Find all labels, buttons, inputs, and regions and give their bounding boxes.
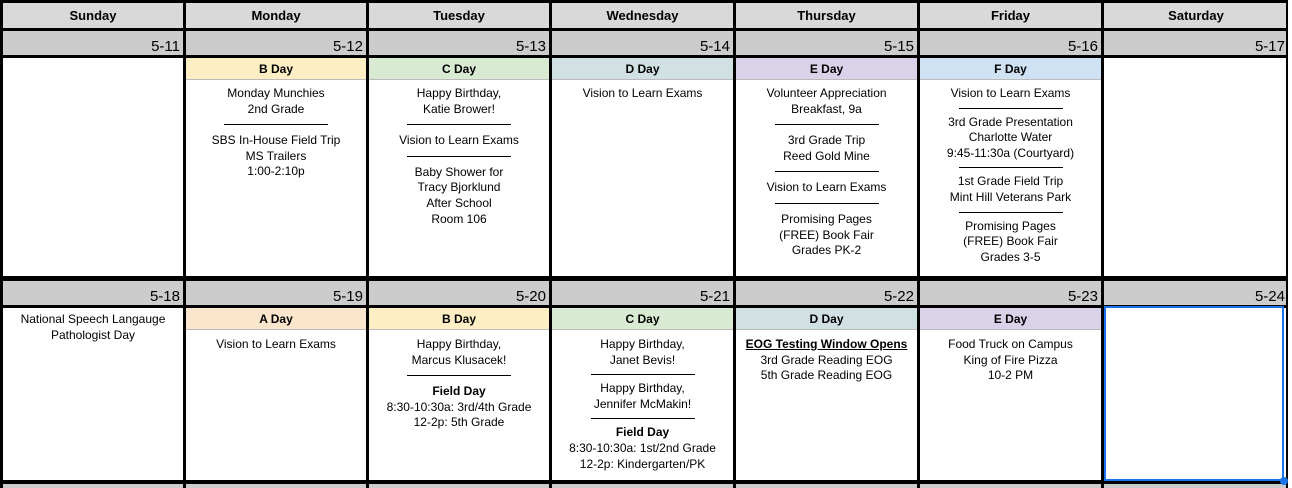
- event-line: King of Fire Pizza: [963, 352, 1058, 367]
- event-line: 12-2p: Kindergarten/PK: [579, 456, 706, 471]
- date-cell-5-17[interactable]: 5-17: [1104, 31, 1288, 55]
- date-cell-5-21[interactable]: 5-21: [552, 281, 733, 305]
- event-line: 3rd Grade Trip: [787, 133, 866, 148]
- grid-line: [0, 276, 1288, 281]
- separator: [959, 108, 1063, 109]
- event-line: (FREE) Book Fair: [963, 234, 1058, 249]
- event-line: Mint Hill Veterans Park: [949, 189, 1072, 204]
- grid-line: [0, 28, 1288, 31]
- event-line: Tracy Bjorklund: [417, 180, 501, 195]
- event-cell-5-22[interactable]: [736, 333, 917, 480]
- date-cell-5-14[interactable]: 5-14: [552, 31, 733, 55]
- event-line: 10-2 PM: [987, 368, 1034, 383]
- event-cell-5-16[interactable]: [920, 82, 1101, 276]
- event-cell-5-15[interactable]: [736, 82, 917, 276]
- event-cell-5-11[interactable]: [3, 80, 183, 276]
- event-line: (FREE) Book Fair: [779, 227, 874, 242]
- event-line: Vision to Learn Exams: [399, 133, 519, 148]
- event-line: Promising Pages: [965, 218, 1056, 233]
- separator: [775, 171, 879, 172]
- grid-line: [917, 0, 920, 488]
- event-line: Vision to Learn Exams: [582, 86, 703, 100]
- separator: [959, 212, 1063, 213]
- event-line: Janet Bevis!: [609, 352, 676, 367]
- event-cell-5-13[interactable]: [369, 82, 549, 276]
- event-line: National Speech Langauge: [20, 312, 166, 326]
- grid-line: [0, 55, 1288, 58]
- rotation-badge-5-14[interactable]: D Day: [552, 58, 733, 79]
- header-thursday[interactable]: Thursday: [736, 3, 917, 28]
- event-line: 9:45-11:30a (Courtyard): [946, 145, 1075, 160]
- event-line: After School: [426, 195, 492, 210]
- event-line: Monday Munchies: [227, 86, 325, 100]
- event-cell-5-19[interactable]: [186, 333, 366, 480]
- event-cell-5-14[interactable]: [552, 82, 733, 276]
- event-line: 12-2p: 5th Grade: [413, 415, 505, 430]
- event-line: MS Trailers: [245, 148, 307, 163]
- separator: [407, 375, 511, 376]
- grid-line: [0, 0, 3, 488]
- separator: [775, 203, 879, 204]
- event-line: Happy Birthday,: [600, 381, 685, 396]
- event-line: Volunteer Appreciation: [766, 86, 887, 100]
- cell-selection[interactable]: [1104, 306, 1284, 481]
- next-week-date-row: [0, 484, 1288, 488]
- event-line: Jennifer McMakin!: [593, 396, 692, 411]
- rotation-badge-5-20[interactable]: B Day: [369, 308, 549, 329]
- event-line: Marcus Klusacek!: [411, 352, 507, 367]
- event-cell-5-12[interactable]: [186, 82, 366, 276]
- grid-line: [366, 0, 369, 488]
- event-line: Katie Brower!: [422, 101, 496, 116]
- date-cell-5-24[interactable]: 5-24: [1104, 281, 1288, 305]
- event-line: Charlotte Water: [968, 130, 1053, 145]
- date-cell-5-11[interactable]: 5-11: [3, 31, 183, 55]
- date-cell-5-18[interactable]: 5-18: [3, 281, 183, 305]
- date-cell-5-13[interactable]: 5-13: [369, 31, 549, 55]
- event-line: 8:30-10:30a: 3rd/4th Grade: [386, 399, 532, 414]
- event-line: 3rd Grade Presentation: [948, 114, 1073, 129]
- event-cell-5-21[interactable]: [552, 333, 733, 480]
- event-line: Vision to Learn Exams: [950, 86, 1071, 100]
- date-cell-5-16[interactable]: 5-16: [920, 31, 1101, 55]
- event-line: Promising Pages: [781, 211, 872, 226]
- header-monday[interactable]: Monday: [186, 3, 366, 28]
- event-cell-5-17[interactable]: [1104, 58, 1288, 276]
- event-cell-5-23[interactable]: [920, 333, 1101, 480]
- header-saturday[interactable]: Saturday: [1104, 3, 1288, 28]
- rotation-badge-5-21[interactable]: C Day: [552, 308, 733, 329]
- grid-line: [733, 0, 736, 488]
- separator: [224, 124, 328, 125]
- header-friday[interactable]: Friday: [920, 3, 1101, 28]
- event-line: Happy Birthday,: [600, 337, 685, 351]
- date-cell-5-23[interactable]: 5-23: [920, 281, 1101, 305]
- event-line: 2nd Grade: [247, 101, 305, 116]
- grid-line: [186, 329, 1101, 330]
- event-line: 5th Grade Reading EOG: [760, 368, 893, 383]
- header-sunday[interactable]: Sunday: [3, 3, 183, 28]
- grid-line: [183, 0, 186, 488]
- separator: [591, 374, 695, 375]
- header-tuesday[interactable]: Tuesday: [369, 3, 549, 28]
- event-line: Food Truck on Campus: [948, 337, 1073, 351]
- rotation-badge-5-15[interactable]: E Day: [736, 58, 917, 79]
- date-cell-5-20[interactable]: 5-20: [369, 281, 549, 305]
- event-line: Field Day: [432, 384, 486, 399]
- event-line: SBS In-House Field Trip: [211, 133, 341, 148]
- event-line: 8:30-10:30a: 1st/2nd Grade: [569, 440, 716, 455]
- grid-line: [0, 0, 1288, 3]
- header-wednesday[interactable]: Wednesday: [552, 3, 733, 28]
- event-line: 1st Grade Field Trip: [957, 174, 1064, 189]
- grid-line: [0, 305, 1288, 308]
- event-line: 1:00-2:10p: [247, 164, 305, 179]
- event-cell-5-18[interactable]: [3, 308, 183, 480]
- rotation-badge-5-12[interactable]: B Day: [186, 58, 366, 79]
- separator: [959, 167, 1063, 168]
- rotation-badge-5-16[interactable]: F Day: [920, 58, 1101, 79]
- separator: [407, 156, 511, 157]
- event-line: Happy Birthday,: [416, 86, 502, 100]
- event-line: 3rd Grade Reading EOG: [760, 352, 893, 367]
- event-line: Room 106: [431, 211, 487, 226]
- rotation-badge-5-23[interactable]: E Day: [920, 308, 1101, 329]
- event-line: EOG Testing Window Opens: [745, 337, 908, 351]
- separator: [591, 418, 695, 419]
- date-cell-5-15[interactable]: 5-15: [736, 31, 917, 55]
- event-line: Happy Birthday,: [416, 337, 502, 351]
- event-line: Reed Gold Mine: [783, 148, 870, 163]
- event-line: Vision to Learn Exams: [216, 337, 336, 351]
- grid-line: [186, 79, 1101, 80]
- event-line: Breakfast, 9a: [791, 101, 862, 116]
- event-line: Field Day: [615, 425, 670, 440]
- grid-line: [549, 0, 552, 488]
- fill-handle[interactable]: [1280, 477, 1288, 485]
- page-edge: [1288, 0, 1292, 488]
- separator: [775, 124, 879, 125]
- date-cell-5-22[interactable]: 5-22: [736, 281, 917, 305]
- event-line: Pathologist Day: [50, 327, 136, 342]
- event-line: Grades 3-5: [980, 249, 1041, 264]
- separator: [407, 124, 511, 125]
- event-line: Baby Shower for: [414, 164, 504, 179]
- rotation-badge-5-19[interactable]: A Day: [186, 308, 366, 329]
- rotation-badge-5-13[interactable]: C Day: [369, 58, 549, 79]
- event-line: Grades PK-2: [791, 243, 862, 258]
- date-cell-5-19[interactable]: 5-19: [186, 281, 366, 305]
- rotation-badge-5-22[interactable]: D Day: [736, 308, 917, 329]
- date-cell-5-12[interactable]: 5-12: [186, 31, 366, 55]
- event-line: Vision to Learn Exams: [766, 180, 887, 195]
- event-cell-5-20[interactable]: [369, 333, 549, 480]
